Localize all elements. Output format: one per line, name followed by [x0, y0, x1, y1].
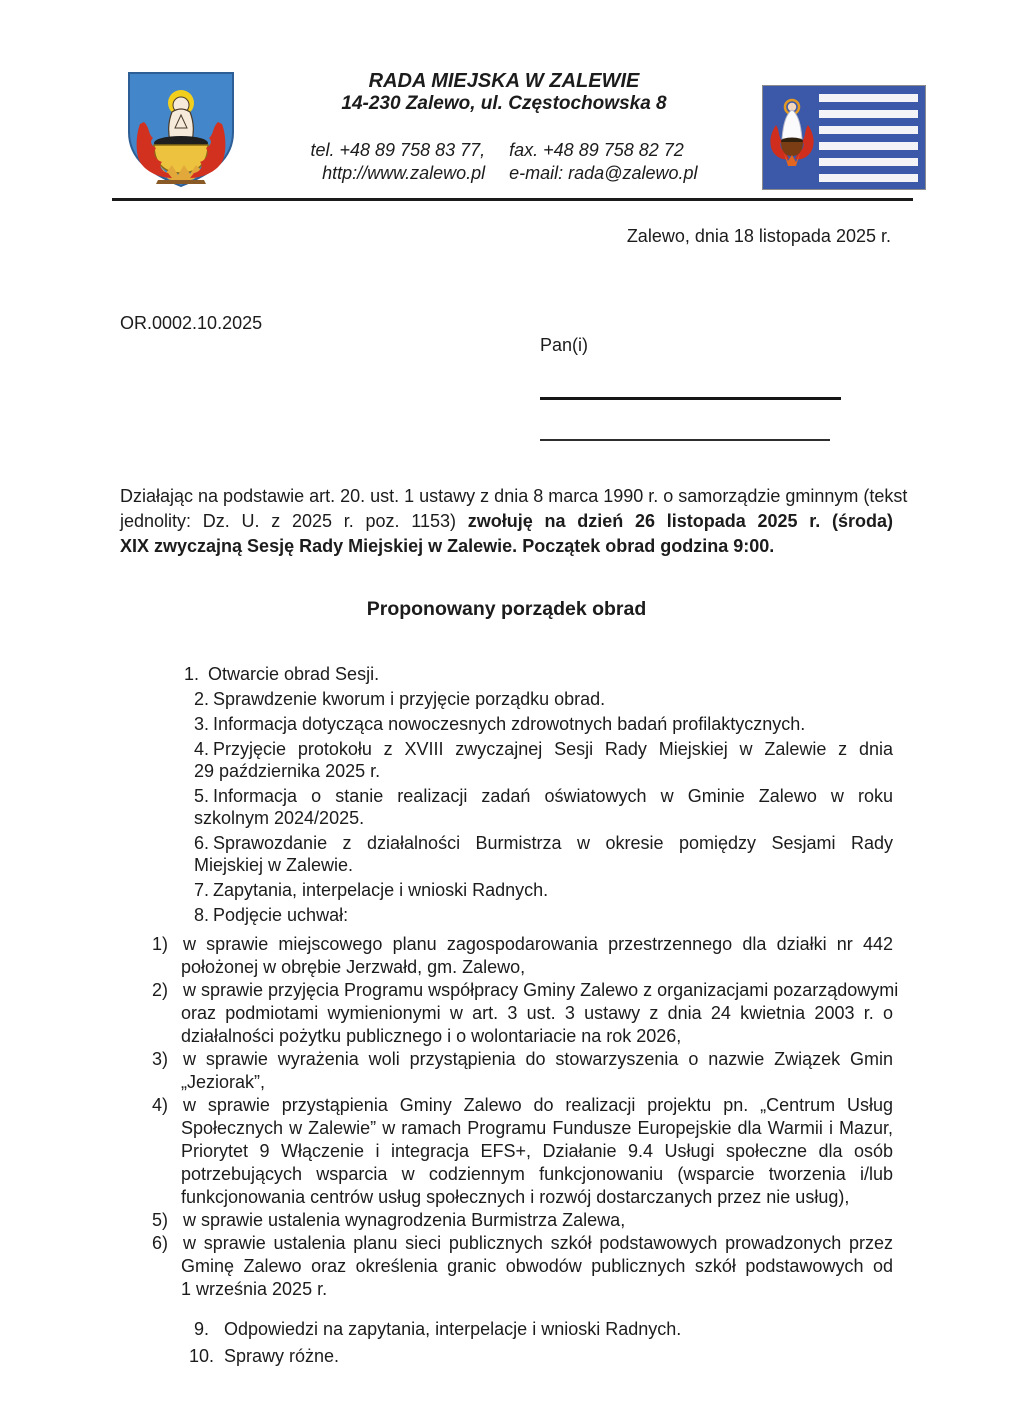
- text-line: 3. Informacja dotycząca nowoczesnych zdrowotnych badań profilaktycznych.: [194, 714, 806, 734]
- text-line: 5. Informacja o stanie realizacji zadań oświatowych w Gminie Zalewo w roku: [194, 786, 893, 806]
- list-item-number: 1.: [184, 664, 200, 684]
- text-line: jednolity: Dz. U. z 2025 r. poz. 1153) zwołuję na dzień 26 listopada 2025 r. (środa): [120, 511, 893, 531]
- list-item: [120, 933, 893, 979]
- list-item-number: 5): [152, 1210, 169, 1230]
- list-item-number: 9.: [194, 1319, 210, 1339]
- zalewo-coat-of-arms-image: [122, 66, 240, 192]
- list-item-number: 3): [152, 1049, 169, 1069]
- text-line: 5) w sprawie ustalenia wynagrodzenia Burmistrza Zalewa,: [152, 1210, 626, 1230]
- list-item-number: 6): [152, 1233, 169, 1253]
- list-item: [120, 879, 893, 901]
- text-line: 1) w sprawie miejscowego planu zagospodarowania przestrzennego dla działki nr 442: [152, 934, 893, 954]
- text-line: XIX zwyczajną Sesję Rady Miejskiej w Zalewie. Początek obrad godzina 9:00.: [120, 536, 775, 556]
- letterhead: [250, 70, 758, 185]
- list-item-number: 3.: [194, 714, 210, 734]
- agenda-resolutions-list: [120, 933, 899, 1301]
- text-line: 4) w sprawie przystąpienia Gminy Zalewo do realizacji projektu pn. „Centrum Usług: [152, 1095, 893, 1115]
- list-item: [120, 785, 893, 829]
- website-url: http://www.zalewo.pl: [322, 163, 486, 183]
- list-item: [120, 1209, 893, 1232]
- agenda-heading: Proponowany porządek obrad: [366, 598, 647, 620]
- list-item-number: 2): [152, 980, 169, 1000]
- coat-of-arms-icon: [122, 66, 240, 192]
- list-item-number: 4): [152, 1095, 169, 1115]
- list-item: [120, 904, 893, 926]
- flag-icon: [762, 85, 926, 190]
- list-item: [120, 663, 893, 685]
- phone-number: tel. +48 89 758 83 77,: [310, 140, 486, 160]
- list-item: [120, 738, 893, 782]
- agenda-main-list: [120, 663, 893, 929]
- recipient-label: Pan(i): [540, 335, 589, 355]
- org-address: 14-230 Zalewo, ul. Częstochowska 8: [341, 93, 667, 114]
- text-line: 29 października 2025 r.: [194, 761, 381, 781]
- list-item-number: 4.: [194, 739, 210, 759]
- text-line: Działając na podstawie art. 20. ust. 1 ustawy z dnia 8 marca 1990 r. o samorządzie gminnym (tekst: [120, 486, 908, 506]
- intro-paragraph: [120, 484, 908, 559]
- text-line: 7. Zapytania, interpelacje i wnioski Radnych.: [194, 880, 549, 900]
- list-item-number: 10.: [189, 1346, 215, 1366]
- text-line: szkolnym 2024/2025.: [194, 808, 365, 828]
- list-item-number: 8.: [194, 905, 210, 925]
- list-item: [120, 832, 893, 876]
- zalewo-flag-image: [762, 85, 926, 190]
- text-line: Priorytet 9 Włączenie i integracja EFS+, Działanie 9.4 Usługi społeczne dla osób: [181, 1141, 893, 1161]
- recipient-name-blank-line: [540, 377, 841, 400]
- text-line: 4. Przyjęcie protokołu z XVIII zwyczajnej Sesji Rady Miejskiej w Zalewie z dnia: [194, 739, 893, 759]
- list-item-number: 7.: [194, 880, 210, 900]
- text-line: 3) w sprawie wyrażenia woli przystąpienia do stowarzyszenia o nazwie Związek Gmin: [152, 1049, 893, 1069]
- list-item: [120, 1316, 893, 1342]
- list-item-number: 2.: [194, 689, 210, 709]
- recipient-address-blank-line: [540, 420, 830, 441]
- text-line: 10. Sprawy różne.: [194, 1343, 893, 1369]
- text-line: 1. Otwarcie obrad Sesji.: [184, 664, 380, 684]
- text-line: 6. Sprawozdanie z działalności Burmistrza w okresie pomiędzy Sesjami Rady: [194, 833, 893, 853]
- text-line: 1 września 2025 r.: [181, 1279, 328, 1299]
- agenda-closing-list: [120, 1316, 893, 1370]
- text-line: 9. Odpowiedzi na zapytania, interpelacje i wnioski Radnych.: [194, 1316, 893, 1342]
- list-item: [120, 979, 899, 1048]
- text-line: „Jeziorak”,: [181, 1072, 266, 1092]
- text-line: Miejskiej w Zalewie.: [194, 855, 354, 875]
- list-item: [120, 688, 893, 710]
- list-item-number: 1): [152, 934, 169, 954]
- list-item: [120, 1232, 893, 1301]
- text-line: potrzebujących wsparcia w codziennym funkcjonowaniu (wsparcie tworzenia i/lub: [181, 1164, 893, 1184]
- header-divider: [112, 198, 913, 201]
- date-line: Zalewo, dnia 18 listopada 2025 r.: [626, 226, 891, 246]
- text-line: działalności pożytku publicznego i o wolontariacie na rok 2026,: [181, 1026, 682, 1046]
- list-item: [120, 1048, 893, 1094]
- list-item-number: 6.: [194, 833, 210, 853]
- text-line: oraz podmiotami wymienionymi w art. 3 ust. 3 ustawy z dnia 24 kwietnia 2003 r. o: [181, 1003, 893, 1023]
- list-item-number: 5.: [194, 786, 210, 806]
- text-line: 2) w sprawie przyjęcia Programu współpracy Gminy Zalewo z organizacjami pozarządowymi: [152, 980, 899, 1000]
- text-line: 2. Sprawdzenie kworum i przyjęcie porządku obrad.: [194, 689, 606, 709]
- email-address: e-mail: rada@zalewo.pl: [509, 163, 698, 183]
- text-line: położonej w obrębie Jerzwałd, gm. Zalewo,: [181, 957, 526, 977]
- text-line: funkcjonowania centrów usług społecznych i rozwój dostarczanych przez nie usług),: [181, 1187, 850, 1207]
- contact-block: [250, 139, 758, 185]
- fax-number: fax. +48 89 758 82 72: [509, 140, 684, 160]
- list-item: [120, 713, 893, 735]
- reference-number: OR.0002.10.2025: [120, 313, 263, 333]
- list-item: [120, 1343, 893, 1369]
- org-name: RADA MIEJSKA W ZALEWIE: [368, 70, 640, 92]
- text-line: Gminę Zalewo oraz określenia granic obwodów publicznych szkół podstawowych od: [181, 1256, 893, 1276]
- text-line: Społecznych w Zalewie” w ramach Programu Fundusze Europejskie dla Warmii i Mazur,: [181, 1118, 893, 1138]
- list-item: [120, 1094, 893, 1209]
- text-line: 8. Podjęcie uchwał:: [194, 905, 349, 925]
- text-line: 6) w sprawie ustalenia planu sieci publicznych szkół podstawowych prowadzonych przez: [152, 1233, 893, 1253]
